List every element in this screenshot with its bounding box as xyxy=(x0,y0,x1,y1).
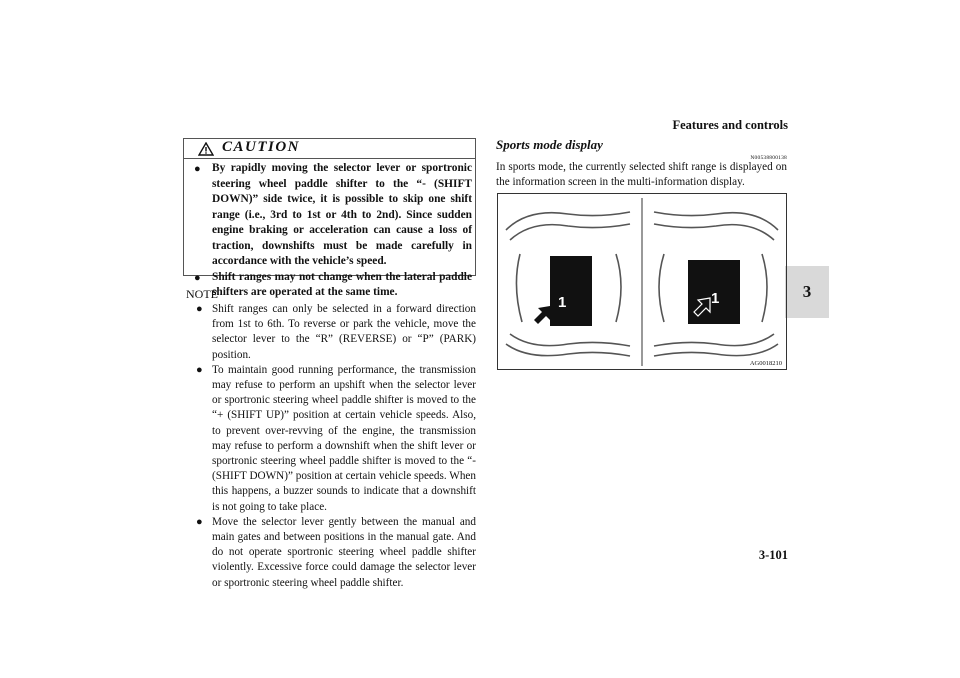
caution-item-text: Shift ranges may not change when the lateral paddle shifters are operated at the same time. xyxy=(212,270,472,298)
figure-code: AG0018210 xyxy=(749,360,782,367)
bullet-icon: ● xyxy=(196,363,203,376)
left-panel-digit: 1 xyxy=(558,294,567,311)
caution-list xyxy=(192,161,472,301)
note-item xyxy=(196,302,476,363)
instrument-cluster-figure xyxy=(497,193,787,370)
note-item-text: Move the selector lever gently between the manual and main gates and between positions in the manual gate. And do not operate sportronic steering wheel paddle shifter violently. Excessive force could damage the selector lever or sportronic steering wheel paddle shifter. xyxy=(212,515,476,589)
note-item-text: To maintain good running performance, the transmission may refuse to perform an upshift when the selector lever or sportronic steering wheel paddle shifter is moved to the “+ (SHIFT UP)” position at certain vehicle speeds. Also, to prevent over-revving of the engine, the transmission may refuse to perform a downshift when the shift lever or sportronic steering wheel paddle shifter is moved to the “- (SHIFT DOWN)” position at certain vehicle speeds. When this happens, a buzzer sounds to indicate that a downshift is not going to take place. xyxy=(212,363,476,513)
section-tab: 3 xyxy=(785,266,829,318)
note-item xyxy=(196,363,476,515)
warning-triangle-icon xyxy=(198,142,214,156)
cluster-illustration xyxy=(498,194,786,369)
note-item xyxy=(196,515,476,591)
bullet-icon: ● xyxy=(196,515,203,528)
section-title: Sports mode display xyxy=(496,137,603,152)
caution-item-text: By rapidly moving the selector lever or sportronic steering wheel paddle shifter to the “- (SHIFT DOWN)” side twice, it is possible to skip one shift range (i.e., 3rd to 1st or 4th to 2nd). Since sudden engine braking or acceleration can cause a loss of traction, downshifts must be made carefully in accordance with the vehicle’s speed. xyxy=(212,162,472,267)
note-item-text: Shift ranges can only be selected in a forward direction from 1st to 6th. To reverse or park the vehicle, move the selector lever to the “R” (REVERSE) or “P” (PARK) position. xyxy=(212,303,476,361)
bullet-icon: ● xyxy=(194,271,201,284)
bullet-icon: ● xyxy=(194,163,201,175)
right-panel-digit: 1 xyxy=(711,290,720,307)
filled-arrow-icon xyxy=(534,306,550,324)
page-header-title: Features and controls xyxy=(672,118,788,132)
page-number: 3-101 xyxy=(758,548,788,562)
note-list xyxy=(196,302,476,591)
section-body: In sports mode, the currently selected shift range is displayed on the information screen in the multi-information display. xyxy=(496,161,787,189)
left-display-panel xyxy=(550,256,592,326)
caution-label: CAUTION xyxy=(222,139,301,155)
note-label: NOTE xyxy=(186,287,218,301)
caution-item xyxy=(192,161,472,270)
caution-item xyxy=(192,270,472,301)
reference-code: N00538800138 xyxy=(750,155,787,161)
caution-header xyxy=(184,139,475,159)
bullet-icon: ● xyxy=(196,303,203,315)
